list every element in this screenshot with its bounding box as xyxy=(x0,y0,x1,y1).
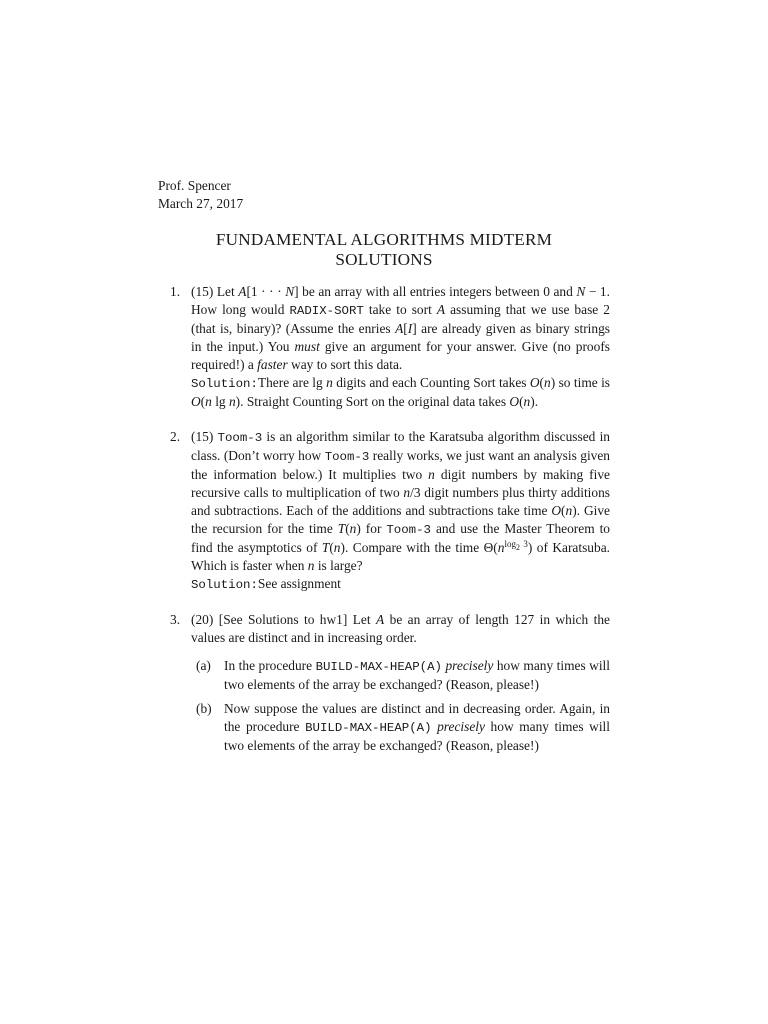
part-b-label: (b) xyxy=(196,701,212,716)
problem-3-number: 3. xyxy=(170,612,181,627)
problem-list xyxy=(158,283,610,772)
problem-1-statement: Let A[1 · · · N] be an array with all entries integers between 0 and N − 1. How long would RADIX-SORT take to sort A assuming that we use base 2 (that is, binary)? (Assume the enries A[I] are already given as binary strings in the input.) You must give an argument for your answer. Give (no proofs required!) a faster way to sort this data. xyxy=(191,284,611,372)
exam-date: March 27, 2017 xyxy=(158,196,244,211)
part-b-text: Now suppose the values are distinct and in decreasing order. Again, in the procedure BUILD-MAX-HEAP(A) precisely how many times will two elements of the array be exchanged? (Reason, please!) xyxy=(224,701,610,753)
problem-1-solution-text: There are lg n digits and each Counting Sort takes O(n) so time is O(n lg n). Straight Counting Sort on the original data takes O(n). xyxy=(191,375,610,409)
problem-3-part-b xyxy=(191,700,610,755)
problem-3-statement: [See Solutions to hw1] Let A be an array of length 127 in which the values are distinct and in increasing order. xyxy=(191,612,610,645)
page-title xyxy=(158,230,610,270)
header-block xyxy=(158,177,243,213)
problem-3-parts xyxy=(191,657,610,755)
problem-2-number: 2. xyxy=(170,429,181,444)
problem-2-solution-text: See assignment xyxy=(257,576,341,591)
problem-3-points: (20) xyxy=(191,612,214,627)
problem-2 xyxy=(158,428,610,594)
problem-1-points: (15) xyxy=(191,284,214,299)
problem-2-solution-label: Solution: xyxy=(191,578,258,592)
problem-1 xyxy=(158,283,610,411)
title-line-1: FUNDAMENTAL ALGORITHMS MIDTERM xyxy=(215,230,553,249)
part-a-label: (a) xyxy=(196,658,211,673)
problem-1-number: 1. xyxy=(170,284,181,299)
title-line-2: SOLUTIONS xyxy=(335,250,433,269)
problem-2-statement: Toom-3 is an algorithm similar to the Karatsuba algorithm discussed in class. (Don’t worry how Toom-3 really works, we just want an analysis given the information below.) It multiplies two n digit numbers by making five recursive calls to multiplication of two n/3 digit numbers plus thirty additions and subtractions. Each of the additions and subtractions take time O(n). Give the recursion for the time T(n) for Toom-3 and use the Master Theorem to find the asymptotics of T(n). Compare with the time $\Theta(n^{log_2 3})$ of Karatsuba. Which is faster when n is large? xyxy=(191,429,611,573)
author-name: Prof. Spencer xyxy=(158,178,231,193)
part-a-text: In the procedure BUILD-MAX-HEAP(A) precisely how many times will two elements of the array be exchanged? (Reason, please!) xyxy=(224,658,610,692)
problem-2-points: (15) xyxy=(191,429,214,444)
problem-1-solution-label: Solution: xyxy=(191,377,258,391)
problem-3-part-a xyxy=(191,657,610,694)
problem-3 xyxy=(158,611,610,755)
